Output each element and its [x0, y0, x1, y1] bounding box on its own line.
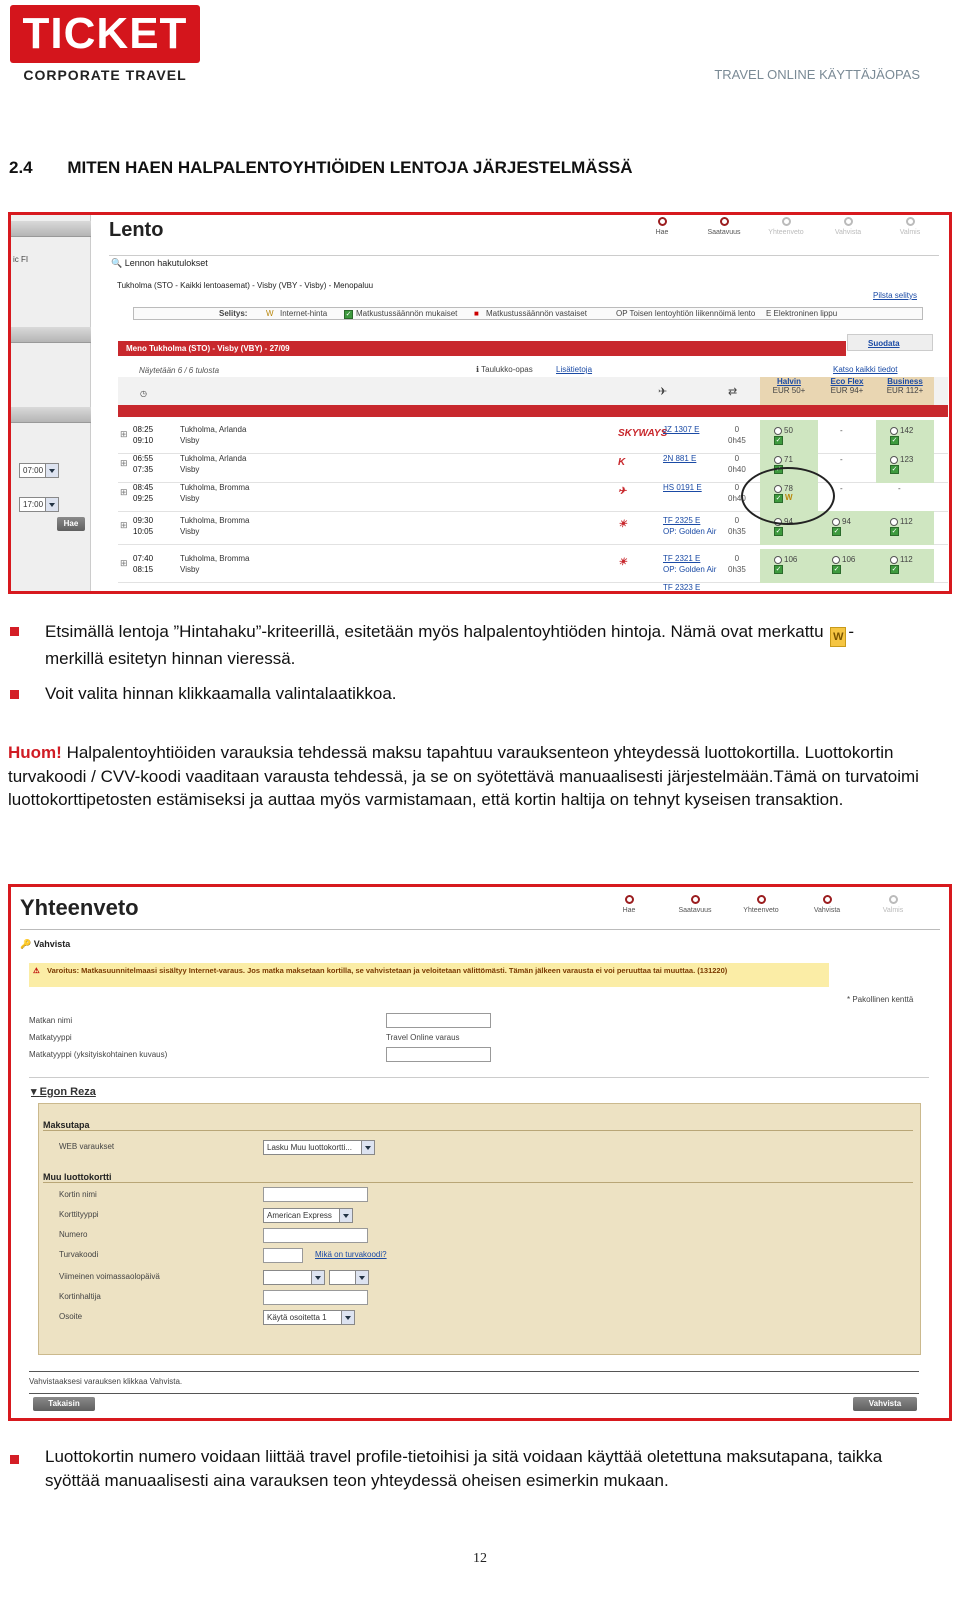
required-note: * Pakollinen kenttä	[847, 995, 914, 1004]
payment-panel	[38, 1103, 921, 1355]
fare-cell: -	[898, 484, 901, 493]
trip-name-input[interactable]	[386, 1013, 491, 1028]
results-title: 🔍 Lennon hakutulokset	[111, 258, 208, 268]
cardholder-input[interactable]	[263, 1290, 368, 1305]
section-title: MITEN HAEN HALPALENTOYHTIÖIDEN LENTOJA JÄRJESTELMÄSSÄ	[67, 158, 633, 177]
web-label: WEB varaukset	[59, 1142, 115, 1151]
fare-cell[interactable]: 71 ✓	[760, 449, 818, 483]
time-select-2[interactable]: 17:00	[19, 497, 59, 512]
fare-radio[interactable]	[890, 427, 898, 435]
flight-number[interactable]: TF 2325 E OP: Golden Air	[663, 516, 717, 536]
traveller-name[interactable]: ▾ Egon Reza	[31, 1086, 96, 1098]
address-select[interactable]: Käytä osoitetta 1	[263, 1310, 355, 1325]
times: 08:25 09:10	[133, 425, 154, 445]
trip-detail-input[interactable]	[386, 1047, 491, 1062]
airline-logo: ☀	[618, 519, 627, 530]
bullet-marker	[10, 690, 19, 699]
clock-icon: ◷	[140, 389, 147, 398]
fare-radio[interactable]	[832, 556, 840, 564]
policy-ok-icon: ✓	[833, 566, 840, 573]
fare-cell[interactable]: 112 ✓	[876, 511, 934, 545]
expand-icon[interactable]: ⊞	[120, 429, 128, 439]
flight-number[interactable]: 2N 881 E	[663, 454, 697, 463]
flight-number[interactable]: HS 0191 E	[663, 483, 702, 492]
fare-cell[interactable]: 94 ✓	[760, 511, 818, 545]
more-info-link[interactable]: Lisätietoja	[556, 365, 593, 374]
logo-word: TICKET	[22, 9, 188, 58]
times: 07:40 08:15	[133, 554, 154, 574]
card-field-label: Viimeinen voimassaolopäivä	[59, 1272, 160, 1281]
other-card-title: Muu luottokortti	[43, 1172, 112, 1182]
flight-number[interactable]: JZ 1307 E	[663, 425, 700, 434]
warning-box: ⚠ Varoitus: Matkasuunnitelmaasi sisältyy Internet-varaus. Jos matka maksetaan kortilla, se vahvistetaan ja veloitetaan välittömästi. Tämän jälkeen varausta ei voi peruuttaa tai muuttaa. (131220)	[29, 963, 829, 987]
policy-ok-icon: ✓	[775, 528, 782, 535]
bullet-text-1: Etsimällä lentoja ”Hintahaku”-kriteerillä, esitetään myös halpalentoyhtiöden hintoja. Nämä ovat merkattu W - merkillä esitetyn hinnan vieressä.	[45, 622, 855, 668]
logo-subtitle: CORPORATE TRAVEL	[23, 67, 187, 83]
section-heading	[9, 158, 633, 178]
fare-cell[interactable]: 50 ✓	[760, 420, 818, 454]
fare-cell[interactable]: 106 ✓	[818, 549, 876, 583]
airline-logo: ☀	[618, 557, 627, 568]
fare-radio[interactable]	[890, 556, 898, 564]
low-cost-w-icon: W	[785, 493, 793, 502]
fare-col-1[interactable]: Halvin EUR 50+	[760, 377, 818, 405]
step-yhteenveto: Yhteenveto	[755, 217, 817, 236]
panel-tab	[11, 407, 91, 423]
step-hae: Hae	[631, 217, 693, 236]
highlight-circle	[741, 467, 835, 525]
card-field-label: Osoite	[59, 1312, 83, 1321]
airline-logo: ✈	[618, 486, 627, 497]
card-name-input[interactable]	[263, 1187, 368, 1202]
fare-radio[interactable]	[774, 456, 782, 464]
section-number: 2.4	[9, 158, 33, 177]
stops: 0 0h40	[728, 483, 746, 503]
note-label: Huom!	[8, 743, 62, 762]
confirm-hint: Vahvistaaksesi varauksen klikkaa Vahvista.	[29, 1377, 183, 1386]
card-field-label: Numero	[59, 1230, 88, 1239]
policy-ok-icon: ✓	[775, 466, 782, 473]
table-row	[118, 549, 948, 583]
route: Tukholma, Bromma Visby	[180, 554, 250, 574]
route: Tukholma, Bromma Visby	[180, 516, 250, 536]
search-button[interactable]: Hae	[57, 517, 85, 531]
panel-field: ic FI	[13, 255, 29, 264]
bullet-marker	[10, 627, 19, 636]
airline-logo: SKYWAYS	[618, 428, 668, 439]
stops: 0 0h35	[728, 554, 746, 574]
fare-cell[interactable]: 123 ✓	[876, 449, 934, 483]
low-cost-w-icon: W	[830, 627, 846, 647]
panel-tab	[11, 221, 91, 237]
fare-radio[interactable]	[774, 427, 782, 435]
step-saatavuus: Saatavuus	[693, 217, 755, 236]
flight-number[interactable]: TF 2321 E OP: Golden Air	[663, 554, 717, 574]
fare-radio[interactable]	[890, 456, 898, 464]
progress-stepper	[631, 217, 941, 236]
policy-ok-icon: ✓	[775, 566, 782, 573]
guide-title: TRAVEL ONLINE KÄYTTÄJÄOPAS	[714, 67, 920, 82]
step2-saatavuus: Saatavuus	[662, 895, 728, 914]
fare-cell[interactable]: 78 ✓ W	[760, 478, 818, 512]
step2-hae: Hae	[596, 895, 662, 914]
column-sort-bar	[118, 405, 948, 417]
fare-radio[interactable]	[890, 518, 898, 526]
route: Tukholma, Bromma Visby	[180, 483, 250, 503]
expand-icon[interactable]: ⊞	[120, 458, 128, 468]
filter-button[interactable]: Suodata	[847, 334, 933, 351]
plane-icon: ✈	[658, 386, 668, 398]
trip-type-label: Matkatyyppi	[29, 1033, 72, 1042]
left-panel	[11, 215, 91, 594]
expiry-month-select[interactable]	[263, 1270, 325, 1285]
collapse-icon: ▾	[31, 1086, 37, 1098]
card-field-label: Kortin nimi	[59, 1190, 97, 1199]
card-type-select[interactable]: American Express	[263, 1208, 353, 1223]
times: 06:55 07:35	[133, 454, 154, 474]
step-vahvista: Vahvista	[817, 217, 879, 236]
cvv-help-link[interactable]: Mikä on turvakoodi?	[315, 1250, 387, 1259]
policy-ok-icon: ✓	[891, 437, 898, 444]
policy-ok-icon: ✓	[775, 495, 782, 502]
policy-ok-icon: ✓	[833, 528, 840, 535]
page-number: 12	[473, 1551, 487, 1566]
panel-tab	[11, 327, 91, 343]
show-all-link[interactable]: Katso kaikki tiedot	[833, 365, 898, 374]
stops: 0 0h45	[728, 425, 746, 445]
policy-ok-icon: ✓	[891, 566, 898, 573]
cvv-input[interactable]	[263, 1248, 303, 1263]
airline-logo: K	[618, 457, 626, 468]
card-number-input[interactable]	[263, 1228, 368, 1243]
card-field-label: Kortinhaltija	[59, 1292, 101, 1301]
search-icon: 🔍	[111, 258, 123, 268]
route: Tukholma, Arlanda Visby	[180, 425, 247, 445]
confirm-button[interactable]: Vahvista	[853, 1397, 917, 1411]
fare-cell: -	[840, 455, 843, 464]
summary-title: Yhteenveto	[20, 895, 139, 920]
clear-legend-link[interactable]: Pilsta selitys	[873, 291, 918, 300]
fare-col-2[interactable]: Eco Flex EUR 94+	[818, 377, 876, 405]
legend-bar: Selitys: W Internet-hinta ✓ Matkustussäännön mukaiset ■ Matkustussäännön vastaiset OP Toisen lentoyhtiön liikennöimä lento E Elektroninen lippu	[133, 307, 923, 320]
fare-cell[interactable]: 94 ✓	[818, 511, 876, 545]
fare-cell[interactable]: 142 ✓	[876, 420, 934, 454]
fare-cell: -	[840, 426, 843, 435]
note-text: Halpalentoyhtiöiden varauksia tehdessä maksu tapahtuu varauksenteon yhteydessä luottokortilla. Luottokortin turvakoodi / CVV-koodi vaaditaan varausta tehdessä, ja se on syötettävä manuaalisesti järjestelmään.Tämä on turvatoimi luottokorttipetosten estämiseksi ja auttaa myös varmistamaan, että kortin haltija on tehnyt kyseisen transaktion.	[8, 743, 919, 809]
note-paragraph	[8, 741, 938, 812]
step-valmis: Valmis	[879, 217, 941, 236]
stops: 0 0h40	[728, 454, 746, 474]
payment-title: Maksutapa	[43, 1120, 90, 1130]
fare-cell[interactable]: 106 ✓	[760, 549, 818, 583]
expand-icon[interactable]: ⊞	[120, 520, 128, 530]
warning-icon: ⚠	[33, 966, 40, 975]
flight-results-screenshot	[8, 212, 952, 594]
fare-cell: -	[840, 484, 843, 493]
times: 09:30 10:05	[133, 516, 154, 536]
web-payment-select[interactable]: Lasku Muu luottokortti...	[263, 1140, 375, 1155]
policy-ok-icon: ✓	[891, 528, 898, 535]
back-button[interactable]: Takaisin	[33, 1397, 95, 1411]
fare-radio[interactable]	[832, 518, 840, 526]
info-icon: ℹ	[476, 365, 480, 374]
trip-name-label: Matkan nimi	[29, 1016, 73, 1025]
trip-type-detail-label: Matkatyyppi (yksityiskohtainen kuvaus)	[29, 1050, 168, 1059]
policy-ok-icon: ✓	[775, 437, 782, 444]
policy-ok-icon: ✓	[891, 466, 898, 473]
outbound-bar: Meno Tukholma (STO) - Visby (VBY) - 27/09	[118, 341, 846, 356]
fare-col-3[interactable]: Business EUR 112+	[876, 377, 934, 405]
step2-yhteenveto: Yhteenveto	[728, 895, 794, 914]
progress-stepper-2	[596, 895, 926, 914]
bullet-text-2: Voit valita hinnan klikkaamalla valintalaatikkoa.	[45, 684, 397, 703]
route-line: Tukholma (STO - Kaikki lentoasemat) - Visby (VBY - Visby) - Menopaluu	[117, 281, 374, 290]
swap-icon: ⇄	[728, 386, 738, 398]
card-field-label: Korttityyppi	[59, 1210, 99, 1219]
route: Tukholma, Arlanda Visby	[180, 454, 247, 474]
last-flight: TF 2323 E	[663, 583, 701, 592]
trip-type-value: Travel Online varaus	[386, 1033, 460, 1042]
key-icon: 🔑	[20, 939, 32, 949]
confirm-subtitle: 🔑 Vahvista	[20, 939, 71, 949]
step2-valmis: Valmis	[860, 895, 926, 914]
table-row	[118, 511, 948, 545]
summary-screenshot	[8, 884, 952, 1421]
expand-icon[interactable]: ⊞	[120, 487, 128, 497]
time-select-1[interactable]: 07:00	[19, 463, 59, 478]
times: 08:45 09:25	[133, 483, 154, 503]
step2-vahvista: Vahvista	[794, 895, 860, 914]
results-count: Näytetään 6 / 6 tulosta	[139, 366, 220, 375]
expand-icon[interactable]: ⊞	[120, 558, 128, 568]
fare-cell[interactable]: 112 ✓	[876, 549, 934, 583]
bullet-text-3: Luottokortin numero voidaan liittää travel profile-tietoihisi ja sitä voidaan käyttää oletettuna maksutapana, taikka syöttää manuaalisesti aina varauksen teon yhteydessä oheisen esimerkin mukaan.	[45, 1447, 883, 1490]
expiry-year-select[interactable]	[329, 1270, 369, 1285]
stops: 0 0h35	[728, 516, 746, 536]
ticket-logo	[10, 5, 200, 87]
bullet-marker	[10, 1455, 19, 1464]
card-field-label: Turvakoodi	[59, 1250, 99, 1259]
page-title: Lento	[109, 219, 164, 241]
fare-radio[interactable]	[774, 556, 782, 564]
table-guide: ℹ Taulukko-opas	[476, 365, 533, 374]
